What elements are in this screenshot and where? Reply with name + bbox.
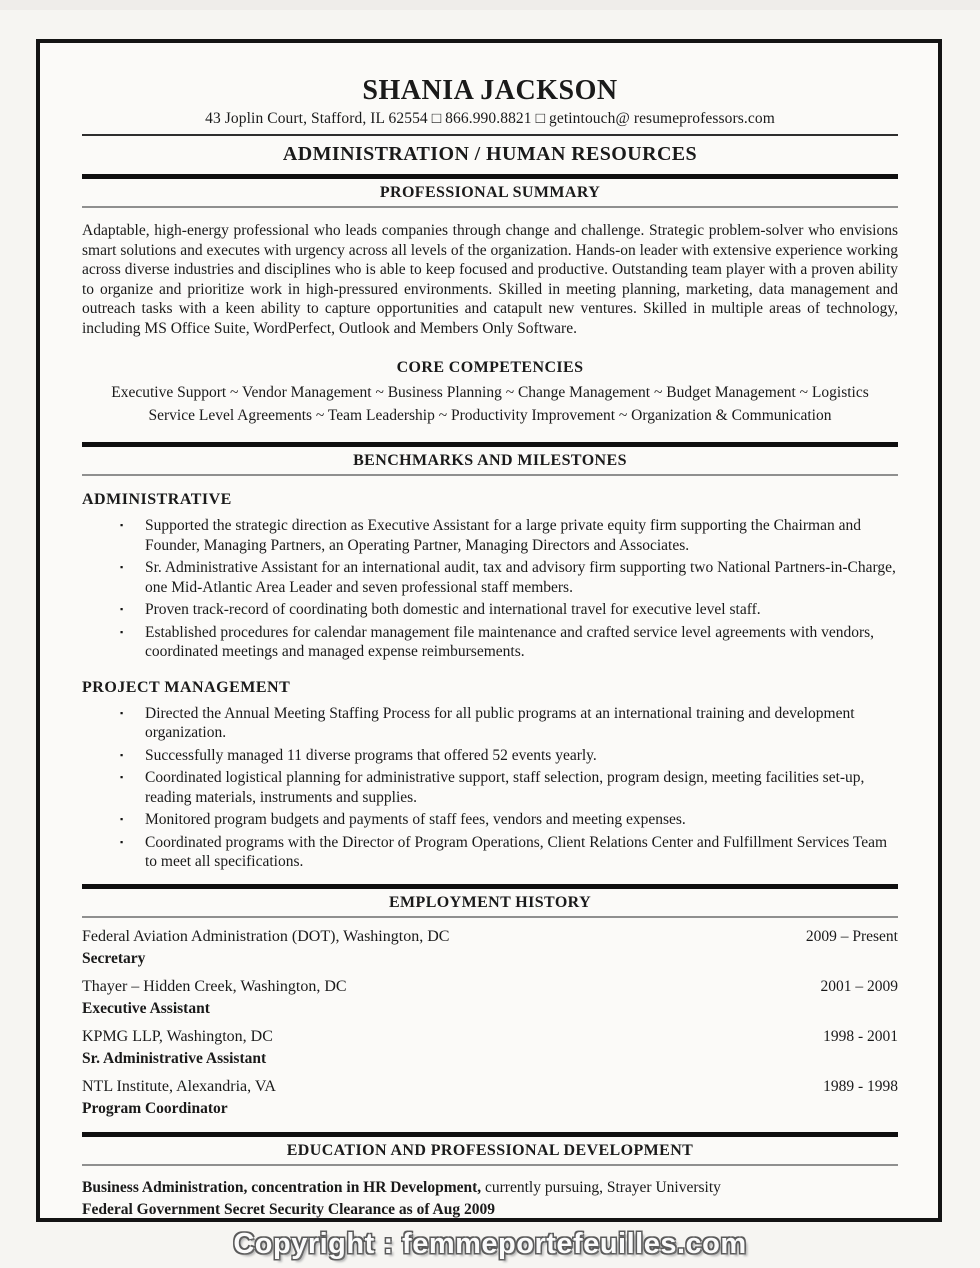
bullet-icon: ▪ xyxy=(120,772,124,782)
bullet-icon: ▪ xyxy=(120,604,124,614)
bullet-item xyxy=(120,600,898,620)
section-underline xyxy=(82,1164,898,1166)
bullet-icon: ▪ xyxy=(120,749,124,760)
bullet-icon: ▪ xyxy=(120,520,124,530)
section-underline xyxy=(82,916,898,918)
job-dates: 1998 - 2001 xyxy=(823,1027,898,1045)
education-item xyxy=(82,1177,898,1199)
education-item-bold: Federal Government Secret Security Clearance as of Aug 2009 xyxy=(82,1200,495,1218)
job-role: Secretary xyxy=(82,949,146,967)
bullet-icon: ▪ xyxy=(120,836,124,847)
bullet-item xyxy=(120,623,898,662)
job-dates: 2001 – 2009 xyxy=(820,977,898,995)
bullet-item xyxy=(120,833,898,872)
job-entry xyxy=(82,927,898,968)
job-role: Sr. Administrative Assistant xyxy=(82,1049,267,1067)
section-title-education: EDUCATION AND PROFESSIONAL DEVELOPMENT xyxy=(286,1141,694,1159)
bullet-item xyxy=(120,704,898,743)
contact-divider xyxy=(82,134,898,136)
bullet-icon: ▪ xyxy=(120,707,124,718)
section-underline xyxy=(82,474,898,476)
section-divider-bar xyxy=(82,442,898,447)
section-title-core-competencies: CORE COMPETENCIES xyxy=(396,359,584,376)
bullet-item xyxy=(120,768,898,807)
bullet-text: Proven track-record of coordinating both domestic and international travel for executive level staff. xyxy=(145,601,761,618)
section-divider-bar xyxy=(82,1132,898,1137)
competencies-line-2: Service Level Agreements ~ Team Leadership ~ Productivity Improvement ~ Organization & Communication xyxy=(148,407,832,424)
bullet-item xyxy=(120,516,898,555)
bullet-text: Sr. Administrative Assistant for an international audit, tax and advisory firm supporting two National Partners-in-Charge, one Mid-Atlantic Area Leader and seven professional staff members. xyxy=(145,559,896,596)
group-heading-project-management: PROJECT MANAGEMENT xyxy=(82,678,291,696)
education-item xyxy=(82,1199,898,1221)
education-item xyxy=(82,1221,898,1223)
bullet-text: Monitored program budgets and payments of staff fees, vendors and meeting expenses. xyxy=(145,811,686,828)
bullet-text: Supported the strategic direction as Executive Assistant for a large private equity firm supporting the Chairman and Founder, Managing Partners, an Operating Partner, Managing Directors and Associates. xyxy=(145,517,861,554)
job-role: Executive Assistant xyxy=(82,999,210,1017)
scan-edge-artifact xyxy=(0,0,980,10)
bullet-text: Established procedures for calendar management file maintenance and crafted service level agreements with vendors, coordinated meetings and managed expense reimbursements. xyxy=(145,623,875,660)
bullet-item xyxy=(120,810,898,830)
resume-title: ADMINISTRATION / HUMAN RESOURCES xyxy=(282,143,698,165)
person-name: SHANIA JACKSON xyxy=(362,75,618,106)
bullet-text: Coordinated programs with the Director of Program Operations, Client Relations Center and Fulfillment Services Team to meet all specifications. xyxy=(145,833,888,870)
contact-line: 43 Joplin Court, Stafford, IL 62554 □ 866.990.8821 □ getintouch@ resumeprofessors.com xyxy=(205,110,775,127)
job-entry xyxy=(82,1077,898,1118)
job-role: Program Coordinator xyxy=(82,1099,228,1117)
section-title-benchmarks: BENCHMARKS AND MILESTONES xyxy=(353,452,627,469)
job-entry xyxy=(82,977,898,1018)
bullet-icon: ▪ xyxy=(120,562,124,572)
professional-summary-text: Adaptable, high-energy professional who leads companies through change and challenge. Strategic problem-solver who envisions smart solutions and executes with urgency across all levels of the organization. Hands-on leader with extensive experience working across diverse industries and disciplines who is able to keep focused and productive. Outstanding team player with a proven ability to organize and prioritize work in high-pressured environments. Skilled in meeting planning, marketing, data management and outreach tasks with a keen ability to capture opportunities and catapult new ventures. Skilled in multiple areas of technology, including MS Office Suite, WordPerfect, Outlook and Members Only Software. xyxy=(82,222,898,337)
job-company: KPMG LLP, Washington, DC xyxy=(82,1027,273,1045)
section-divider-bar xyxy=(82,174,898,179)
section-divider-bar xyxy=(82,884,898,889)
bullet-icon: ▪ xyxy=(120,626,124,637)
education-list xyxy=(82,1177,898,1223)
group-heading-administrative: ADMINISTRATIVE xyxy=(82,491,232,508)
job-company: NTL Institute, Alexandria, VA xyxy=(82,1077,276,1095)
bullet-text: Successfully managed 11 diverse programs that offered 52 events yearly. xyxy=(145,746,597,764)
job-company: Federal Aviation Administration (DOT), Washington, DC xyxy=(82,927,450,945)
bullet-icon: ▪ xyxy=(120,814,124,824)
bullet-item xyxy=(120,746,898,766)
section-underline xyxy=(82,206,898,208)
job-dates: 2009 – Present xyxy=(805,927,898,945)
competencies-line-1: Executive Support ~ Vendor Management ~ Business Planning ~ Change Management ~ Budget Management ~ Logistics xyxy=(111,384,869,401)
education-item-bold: Business Administration, concentration in HR Development, xyxy=(82,1178,482,1196)
education-item-regular: currently pursuing, Strayer University xyxy=(481,1178,721,1196)
bullet-item xyxy=(120,558,898,597)
job-entry xyxy=(82,1027,898,1068)
section-title-professional-summary: PROFESSIONAL SUMMARY xyxy=(379,184,601,201)
section-title-employment-history: EMPLOYMENT HISTORY xyxy=(388,893,592,911)
job-dates: 1989 - 1998 xyxy=(823,1077,898,1095)
bullet-text: Directed the Annual Meeting Staffing Process for all public programs at an international training and development organization. xyxy=(145,704,855,741)
copyright-text: Copyright : femmeportefeuilles.com xyxy=(233,1228,747,1260)
resume-page xyxy=(36,39,942,1222)
job-company: Thayer – Hidden Creek, Washington, DC xyxy=(82,977,347,995)
bullet-text: Coordinated logistical planning for administrative support, staff selection, program design, meeting facilities set-up, reading materials, instruments and supplies. xyxy=(145,769,865,806)
